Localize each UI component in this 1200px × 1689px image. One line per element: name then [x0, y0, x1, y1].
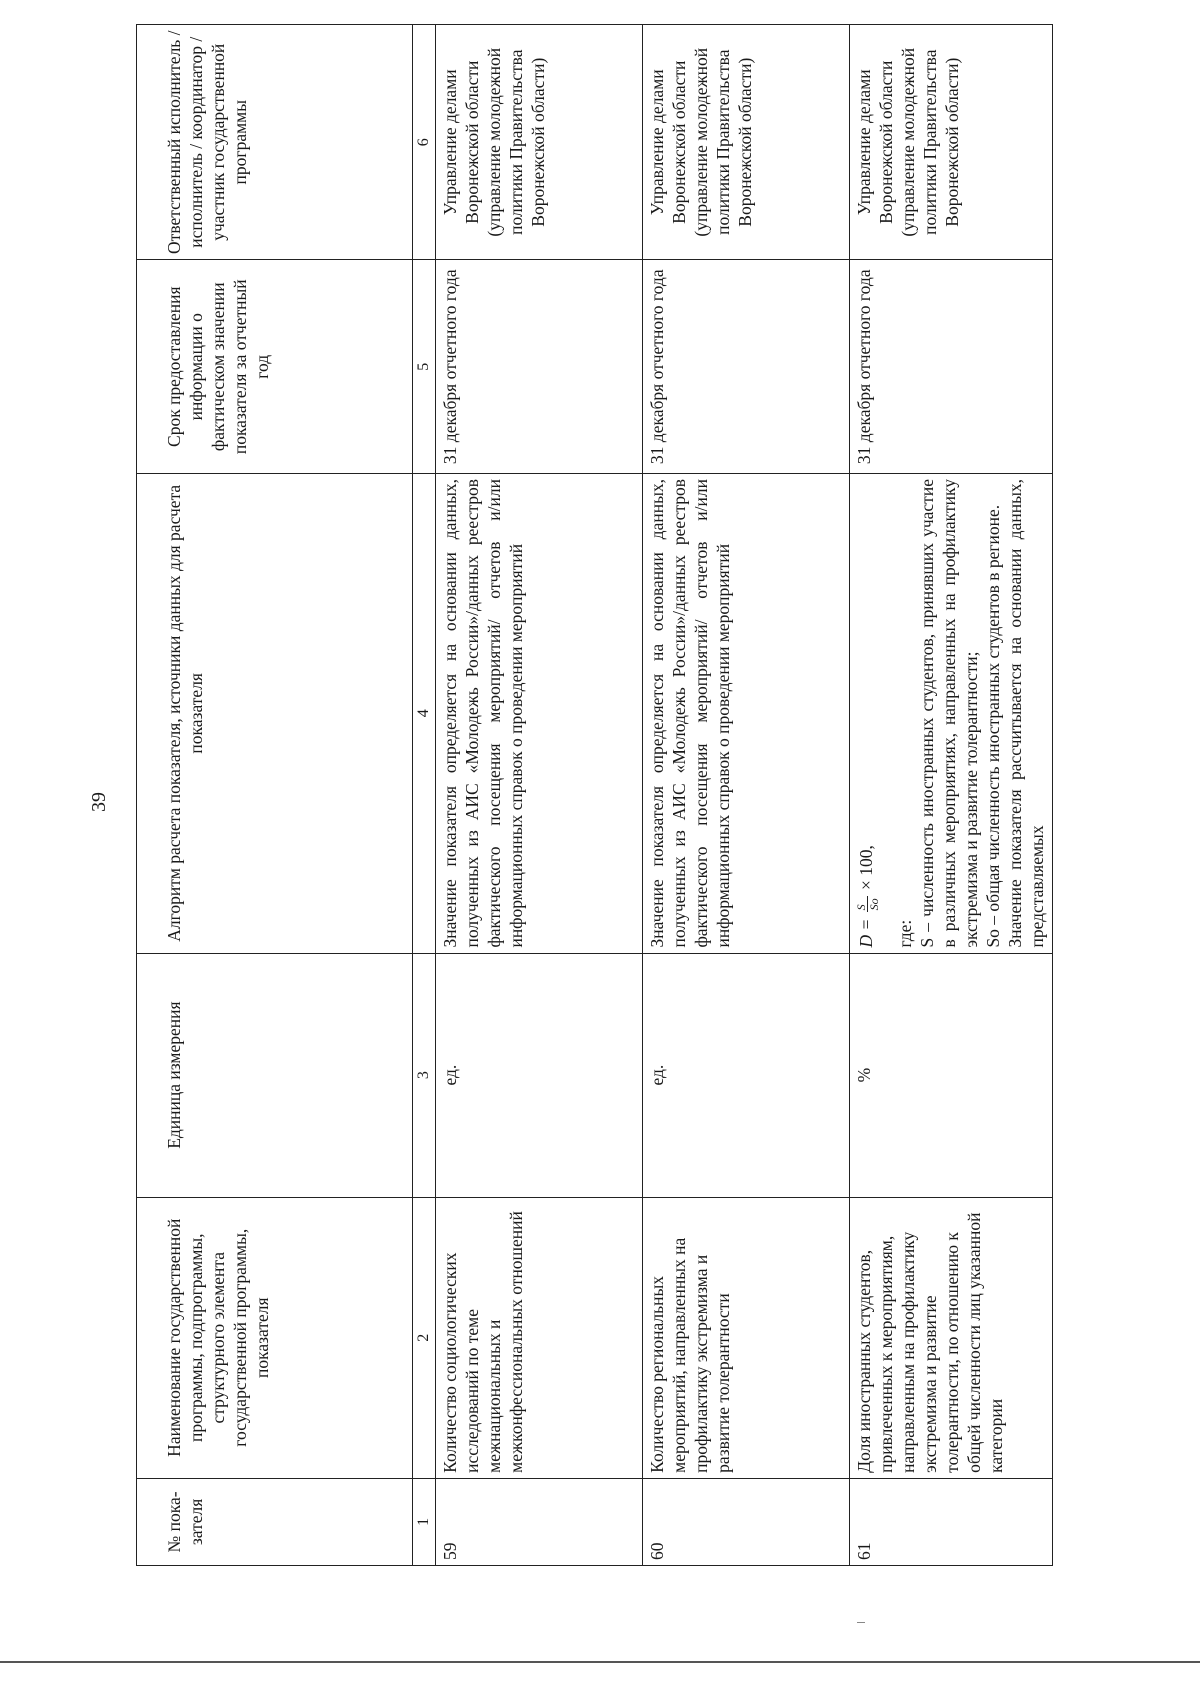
definition-s: S – численность иностранных студентов, принявших участие в различных мероприятиях, направленных на профилактику экстремизма и развитие толерантности; [917, 479, 982, 948]
indicator-responsible: Управление делами Воронежской области (управление молодежной политики Правительства Воронежской области) [643, 25, 850, 260]
page-number: 39 [88, 792, 110, 812]
indicator-deadline: 31 декабря отчетного года [436, 260, 643, 474]
indicator-number: 59 [436, 1478, 643, 1565]
table-row [436, 25, 643, 1566]
scan-bottom-edge [0, 1661, 1200, 1663]
indicator-responsible: Управление делами Воронежской области (управление молодежной политики Правительства Воронежской области) [436, 25, 643, 260]
indicator-number: 60 [643, 1478, 850, 1565]
header-unit: Единица измерения [137, 953, 413, 1197]
formula-lhs: D = [856, 918, 876, 948]
header-deadline: Срок предоставления информации о фактическом значении показателя за отчетный год [137, 260, 413, 474]
table-row [850, 25, 1053, 1566]
formula-fraction [855, 896, 880, 912]
indicator-unit: % [850, 953, 1053, 1197]
indicator-number: 61 [850, 1478, 1053, 1565]
indicator-algorithm: Значение показателя определяется на основании данных, полученных из АИС «Молодежь России»/данных реестров фактического посещения мероприятий/ отчетов и/или информационных справок о проведении мероприятий [436, 474, 643, 954]
column-number-row [413, 25, 436, 1566]
indicator-name: Количество социологических исследований по теме межнациональных и межконфессиональных отношений [436, 1197, 643, 1478]
indicator-responsible: Управление делами Воронежской области (управление молодежной политики Правительства Воронежской области) [850, 25, 1053, 260]
indicator-unit: ед. [436, 953, 643, 1197]
indicator-unit: ед. [643, 953, 850, 1197]
indicator-algorithm: Значение показателя определяется на основании данных, полученных из АИС «Молодежь России»/данных реестров фактического посещения мероприятий/ отчетов и/или информационных справок о проведении мероприятий [643, 474, 850, 954]
indicator-name: Количество региональных мероприятий, направленных на профилактику экстремизма и развитие толерантности [643, 1197, 850, 1478]
formula-denominator: So [867, 898, 882, 911]
definition-so: So – общая численность иностранных студентов в регионе. [983, 504, 1004, 948]
algorithm-tail: Значение показателя рассчитывается на основании данных, представляемых [1005, 479, 1048, 948]
column-number: 3 [413, 953, 436, 1197]
table-row [643, 25, 850, 1566]
formula-rhs: × 100, [856, 845, 876, 890]
header-indicator-number: № пока-зателя [137, 1478, 413, 1565]
indicators-table-rotated [136, 24, 1076, 1566]
indicator-algorithm [850, 474, 1053, 954]
header-algorithm: Алгоритм расчета показателя, источники данных для расчета показателя [137, 474, 413, 954]
formula-numerator: S [855, 896, 868, 912]
table-header-row [137, 25, 413, 1566]
column-number: 6 [413, 25, 436, 260]
formula-where: где: [895, 919, 916, 948]
indicator-name: Доля иностранных студентов, привлеченных к мероприятиям, направленным на профилактику экстремизма и развитие толерантности, по отношению к общей численности лиц указанной категории [850, 1197, 1053, 1478]
formula [855, 479, 880, 948]
header-indicator-name: Наименование государственной программы, подпрограммы, структурного элемента государственной программы, показателя [137, 1197, 413, 1478]
scan-mark [857, 1622, 865, 1623]
indicator-deadline: 31 декабря отчетного года [643, 260, 850, 474]
column-number: 5 [413, 260, 436, 474]
column-number: 2 [413, 1197, 436, 1478]
header-responsible: Ответственный исполнитель / исполнитель / координатор / участник государственной программы [137, 25, 413, 260]
indicator-deadline: 31 декабря отчетного года [850, 260, 1053, 474]
column-number: 4 [413, 474, 436, 954]
indicators-table [136, 24, 1053, 1566]
column-number: 1 [413, 1478, 436, 1565]
